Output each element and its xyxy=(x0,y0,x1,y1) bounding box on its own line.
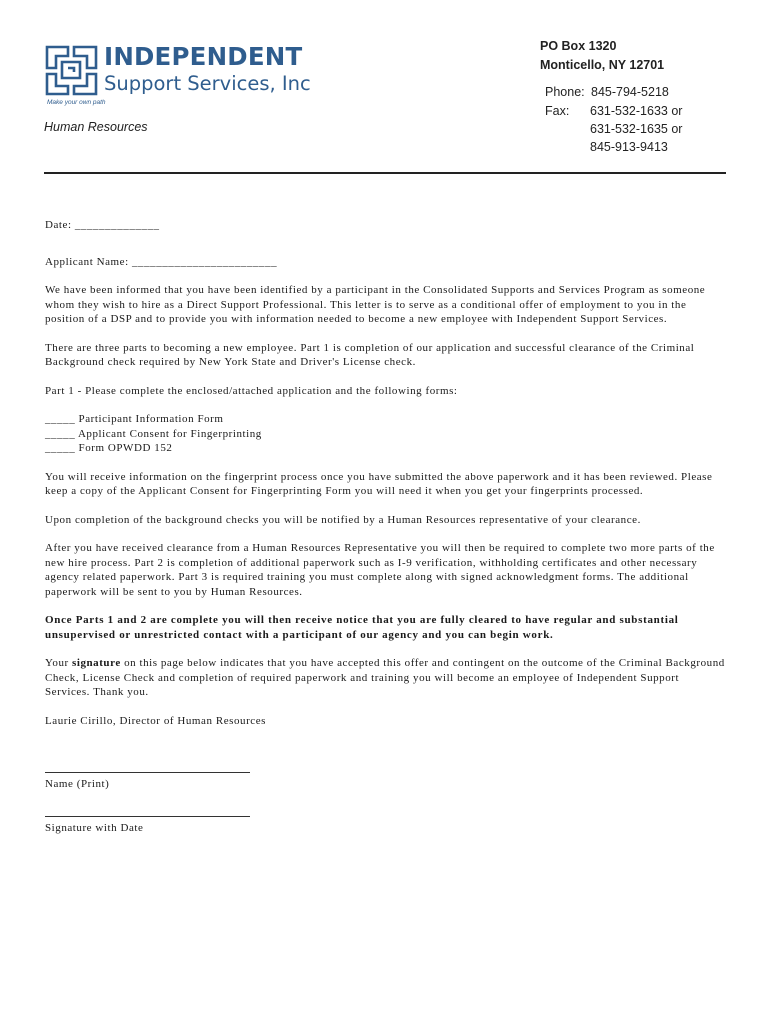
signature-paragraph xyxy=(45,656,725,700)
checklist-item[interactable]: _____ Participant Information Form xyxy=(45,413,224,425)
checklist-item[interactable]: _____ Form OPWDD 152 xyxy=(45,442,173,454)
phone-label: Phone: xyxy=(545,85,585,99)
after-clearance-paragraph: After you have received clearance from a Human Resources Representative you will then be required to complete two more parts of the new hire process. Part 2 is completion of additional paperwork such as I-9 verification, withholding certificates and other necessary agency related paperwork. Part 3 is required training you must complete along with signed acknowledgment forms. The additional paperwork will be sent to you by Human Resources. xyxy=(45,542,715,598)
signature-para-prefix: Your xyxy=(45,657,73,669)
letter-body xyxy=(45,218,725,835)
fax-number: 845-913-9413 xyxy=(590,140,668,154)
address-line1: PO Box 1320 xyxy=(540,39,617,53)
applicant-name-field[interactable]: Applicant Name: ________________________ xyxy=(45,255,278,268)
header-divider xyxy=(44,172,726,174)
fax-number: 631-532-1635 or xyxy=(590,122,683,136)
background-check-paragraph: Upon completion of the background checks you will be notified by a Human Resources representative of your clearance. xyxy=(45,513,641,526)
department-label: Human Resources xyxy=(44,120,148,134)
phone-number: 845-794-5218 xyxy=(591,85,669,99)
clearance-notice: Once Parts 1 and 2 are complete you will then receive notice that you are fully cleared to have regular and substantial unsupervised or unrestricted contact with a participant of our agency and you can begin work. xyxy=(45,614,679,641)
org-tagline: Make your own path xyxy=(47,99,106,106)
signature-emphasis: signature xyxy=(72,657,121,669)
maze-logo-icon xyxy=(44,44,100,96)
contact-block xyxy=(540,37,683,154)
signoff: Laurie Cirillo, Director of Human Resources xyxy=(45,714,266,727)
signature-para-rest: on this page below indicates that you have accepted this offer and contingent on the outcome of the Criminal Background Check, License Check and completion of required paperwork and training you will become an employee of Independent Support Services. Thank you. xyxy=(45,657,725,698)
org-name-sub: Support Services, Inc xyxy=(104,72,311,95)
company-logo xyxy=(44,40,334,112)
checklist-item[interactable]: _____ Applicant Consent for Fingerprinting xyxy=(45,427,262,440)
date-field[interactable]: Date: ______________ xyxy=(45,219,160,231)
name-print-label: Name (Print) xyxy=(45,778,110,790)
intro-paragraph: We have been informed that you have been identified by a participant in the Consolidated Supports and Services Program as someone whom they wish to hire as a Direct Support Professional. This letter is to serve as a conditional offer of employment to you in the position of a DSP and to provide you with information needed to become a new employee with Independent Support Services. xyxy=(45,284,706,325)
fax-label: Fax: xyxy=(545,104,570,118)
parts-intro-paragraph: There are three parts to becoming a new employee. Part 1 is completion of our application and successful clearance of the Criminal Background check required by New York State and Driver's License check. xyxy=(45,341,695,368)
signature-line[interactable] xyxy=(45,806,250,817)
forms-checklist xyxy=(45,412,725,456)
part1-heading: Part 1 - Please complete the enclosed/attached application and the following forms: xyxy=(45,384,458,397)
fax-number: 631-532-1633 or xyxy=(590,104,683,118)
name-print-line[interactable] xyxy=(45,762,250,773)
org-name: INDEPENDENT xyxy=(104,42,303,71)
address-line2: Monticello, NY 12701 xyxy=(540,58,665,72)
fingerprint-paragraph: You will receive information on the fingerprint process once you have submitted the above paperwork and it has been reviewed. Please keep a copy of the Applicant Consent for Fingerprinting Form you will need it when you get your fingerprints processed. xyxy=(45,470,713,497)
signature-label: Signature with Date xyxy=(45,821,144,834)
